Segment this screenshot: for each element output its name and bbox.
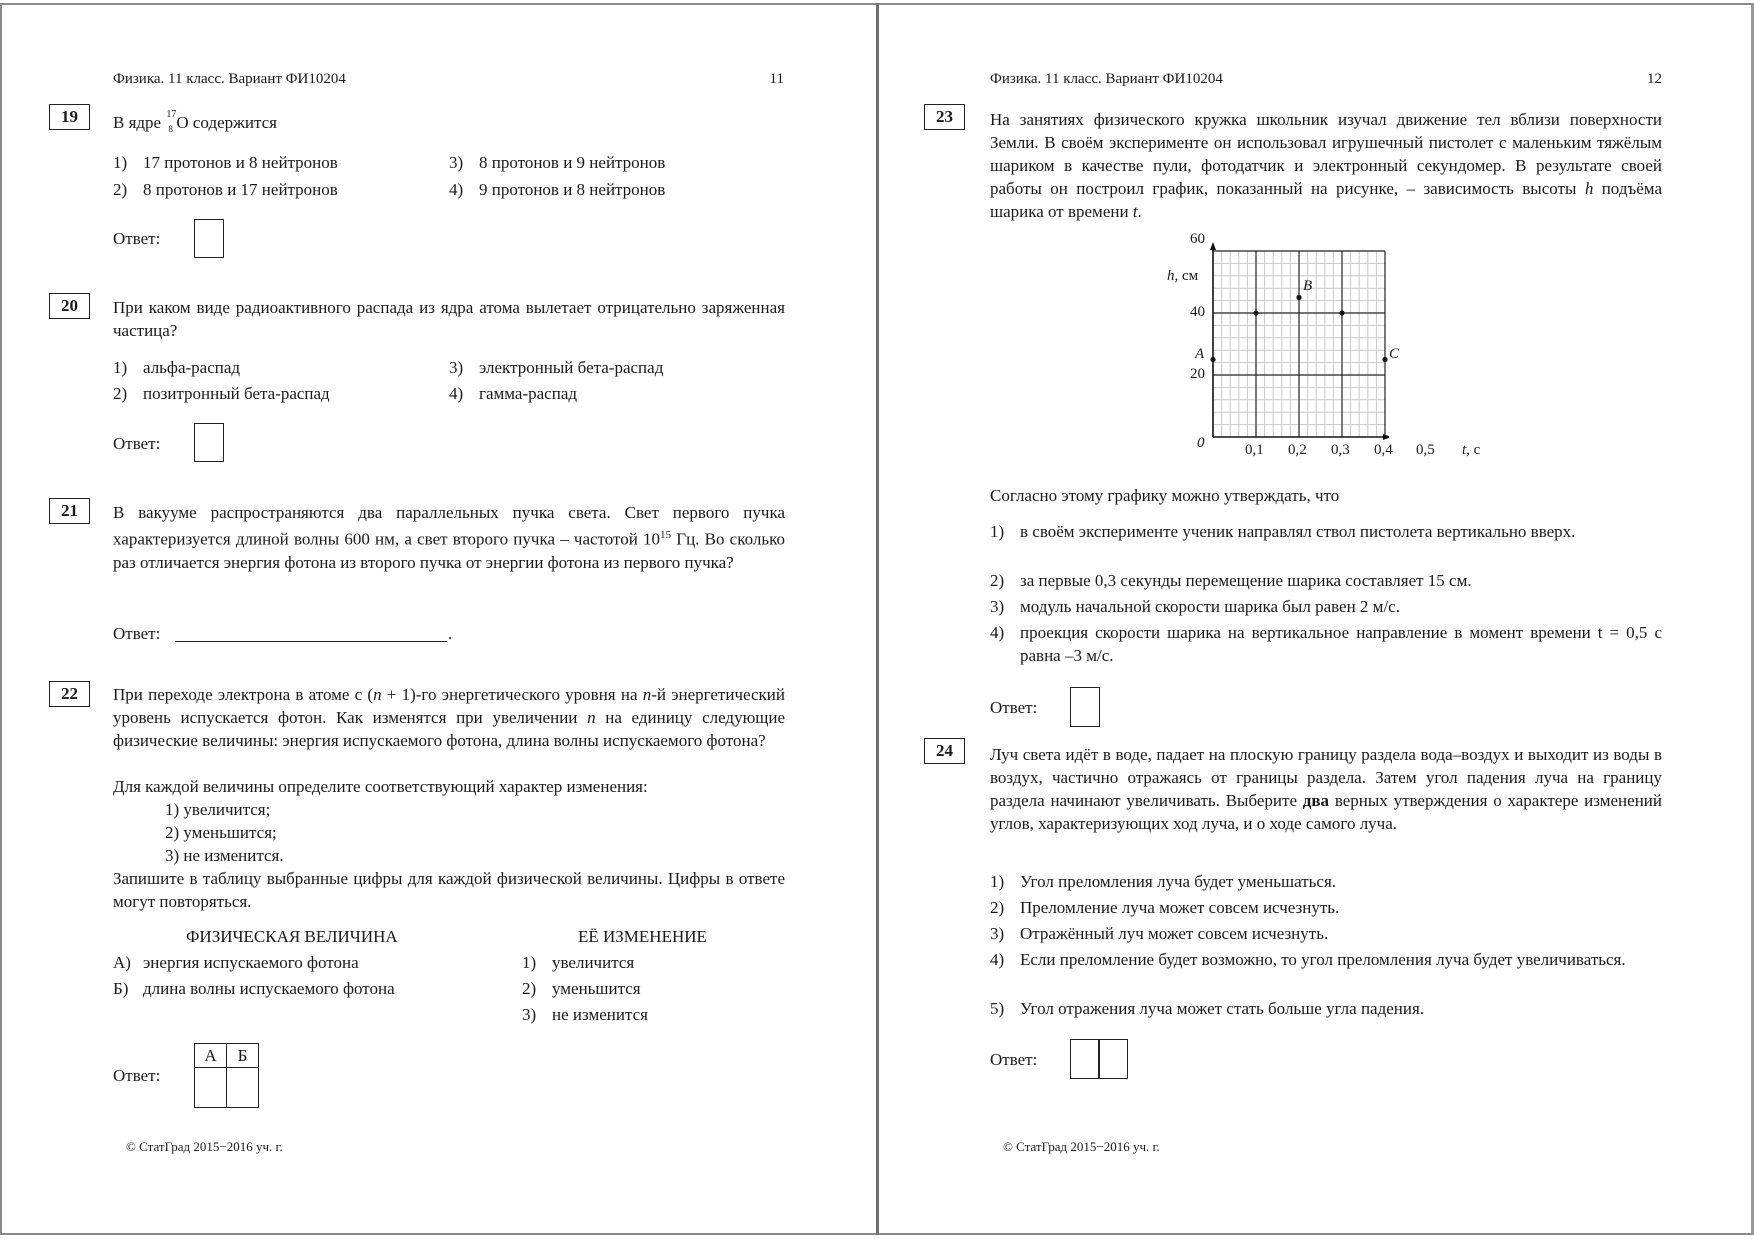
variable-h: h — [1584, 179, 1594, 198]
answer-cell-a[interactable] — [195, 1068, 227, 1108]
q20-option-1 — [113, 356, 240, 379]
q24-option-4 — [990, 948, 1662, 971]
option-number: 3) — [522, 1005, 537, 1024]
option-number: 2) — [990, 898, 1005, 917]
q22-answer-label: Ответ: — [113, 1066, 161, 1085]
q20-option-2 — [113, 382, 330, 405]
variable-n: n — [373, 685, 382, 704]
q22-change-option-2 — [522, 977, 641, 1000]
option-number: 2) — [113, 384, 128, 403]
option-number: 1) — [113, 153, 128, 172]
q24-option-1 — [990, 870, 1662, 893]
page-number: 11 — [769, 71, 784, 87]
q22-answer-table — [194, 1043, 259, 1108]
question-number-23: 23 — [924, 104, 965, 130]
q22-text-c: -й энергетический уровень испускается фотон. Как изменятся при увеличении — [113, 685, 785, 727]
option-text: за первые 0,3 секунды перемещение шарика составляет 15 см. — [1020, 571, 1472, 590]
q22-change-1: 1) увеличится; — [165, 800, 271, 819]
page-number: 12 — [1647, 71, 1662, 87]
point-label-a: A — [1195, 346, 1205, 362]
quantity-text: длина волны испускаемого фотона — [143, 979, 395, 998]
option-number: 4) — [990, 950, 1005, 969]
y-tick-60: 60 — [1190, 231, 1205, 247]
y-tick-40: 40 — [1190, 304, 1205, 320]
option-number: 3) — [449, 358, 464, 377]
answer-col-b-header: Б — [227, 1044, 259, 1068]
question-24-text — [990, 743, 1662, 835]
option-text: модуль начальной скорости шарика был равен 2 м/с. — [1020, 597, 1400, 616]
question-number-22: 22 — [49, 681, 90, 707]
q23-answer-box[interactable] — [1070, 687, 1100, 727]
q22-quantity-b — [113, 977, 395, 1000]
frequency-exponent: 15 — [660, 529, 672, 541]
element-symbol: O — [176, 113, 189, 132]
option-number: 3) — [990, 597, 1005, 616]
question-23-text — [990, 108, 1662, 223]
q22-text-d: на единицу следующие физические величины: энергия испускаемого фотона, длина волны испускаемого фотона? — [113, 708, 785, 750]
page-footer: © СтатГрад 2015−2016 уч. г. — [126, 1139, 283, 1154]
point-label-b: B — [1303, 278, 1313, 294]
q24-answer-box-1[interactable] — [1070, 1039, 1100, 1079]
x-tick-0-1: 0,1 — [1245, 442, 1264, 458]
height-time-graph — [1149, 231, 1400, 458]
option-number: 3) — [990, 924, 1005, 943]
q23-option-1 — [990, 520, 1662, 543]
question-19-text — [113, 111, 277, 134]
mass-number: 17 — [166, 109, 177, 120]
option-text: увеличится — [552, 953, 635, 972]
option-text: 8 протонов и 9 нейтронов — [479, 153, 666, 172]
q20-option-3 — [449, 356, 663, 379]
option-number: 4) — [449, 180, 464, 199]
q23-text-a: На занятиях физического кружка школьник изучал движение тел вблизи поверхности Земли. В своём эксперименте он использовал игрушечный пистолет с маленьким тяжёлым шариком в качестве пули, фотодатчик и электронный секундомер. В результате своей работы он построил график, показанный на рисунке, – зависимость высоты — [990, 110, 1662, 198]
point-label-c: C — [1389, 346, 1400, 362]
option-number: 1) — [522, 953, 537, 972]
x-tick-0-2: 0,2 — [1288, 442, 1307, 458]
option-text: 17 протонов и 8 нейтронов — [143, 153, 338, 172]
q20-option-4 — [449, 382, 577, 405]
option-number: 3) — [449, 153, 464, 172]
q19-option-4 — [449, 178, 665, 201]
q22-text-a: При переходе электрона в атоме с ( — [113, 685, 374, 704]
question-number-24: 24 — [924, 738, 965, 764]
q24-text-a: Луч света идёт в воде, падает на плоскую границу раздела вода–воздух и выходит из воды в воздух, частично отражаясь от границы раздела. Затем угол падения луча на границу раздела начинают увеличивать. Выберите — [990, 745, 1662, 810]
page-12 — [879, 0, 1754, 1239]
q21-answer-field[interactable] — [175, 641, 447, 642]
option-text: 9 протонов и 8 нейтронов — [479, 180, 666, 199]
q22-change-2: 2) уменьшится; — [165, 823, 277, 842]
option-text: не изменится — [552, 1005, 648, 1024]
option-text: проекция скорости шарика на вертикальное направление в момент времени t = 0,5 с равна –3 м/с. — [1020, 623, 1662, 665]
q19-option-1 — [113, 151, 338, 174]
page-11 — [0, 0, 876, 1239]
q22-text-b: + 1)-го энергетического уровня на — [381, 685, 643, 704]
question-21-text — [113, 501, 785, 574]
q23-option-2 — [990, 569, 1662, 592]
q19-prefix: В ядре — [113, 113, 162, 132]
x-axis-label: t, с — [1462, 442, 1481, 458]
option-text: Угол преломления луча будет уменьшаться. — [1020, 872, 1337, 891]
option-text: альфа-распад — [143, 358, 241, 377]
option-number: 1) — [990, 522, 1005, 541]
option-text: Преломление луча может совсем исчезнуть. — [1020, 898, 1340, 917]
option-number: 1) — [990, 872, 1005, 891]
q20-answer-box[interactable] — [194, 423, 224, 462]
atomic-number: 8 — [168, 124, 173, 134]
q22-change-option-3 — [522, 1003, 648, 1026]
option-number: 4) — [990, 623, 1005, 642]
q19-answer-label: Ответ: — [113, 229, 161, 248]
answer-cell-b[interactable] — [227, 1068, 259, 1108]
q23-text-c: . — [1137, 202, 1142, 221]
q19-suffix: содержится — [192, 113, 277, 132]
quantity-text: энергия испускаемого фотона — [143, 953, 359, 972]
q23-option-4 — [990, 621, 1662, 667]
q21-text-part-2: Гц. Во сколько раз отличается энергия фотона из второго пучка от энергии фотона из первого пучка? — [113, 529, 785, 572]
question-number-19: 19 — [49, 104, 90, 130]
q22-change-option-1 — [522, 951, 634, 974]
option-text: Отражённый луч может совсем исчезнуть. — [1020, 924, 1329, 943]
q19-option-2 — [113, 178, 338, 201]
q24-emphasis: два — [1302, 791, 1330, 810]
option-number: 4) — [449, 384, 464, 403]
q24-text-b: верных утверждения о характере изменений углов, характеризующих ход луча, и о ходе самого луча. — [990, 791, 1662, 833]
x-tick-0-3: 0,3 — [1331, 442, 1350, 458]
option-number: 2) — [113, 180, 128, 199]
variable-t: t — [1132, 202, 1138, 221]
q24-option-5 — [990, 997, 1662, 1020]
option-text: Если преломление будет возможно, то угол преломления луча будет увеличиваться. — [1020, 950, 1626, 969]
frequency-base: 10 — [643, 529, 661, 549]
option-number: 5) — [990, 999, 1005, 1018]
page-header-title: Физика. 11 класс. Вариант ФИ10204 — [990, 71, 1223, 87]
option-number: 1) — [113, 358, 128, 377]
y-tick-20: 20 — [1190, 366, 1205, 382]
question-number-21: 21 — [49, 498, 90, 524]
q23-answer-label: Ответ: — [990, 698, 1038, 717]
variable-n: n — [587, 708, 596, 727]
option-text: в своём эксперименте ученик направлял ствол пистолета вертикально вверх. — [1020, 522, 1576, 541]
q24-option-3 — [990, 922, 1662, 945]
question-number-20: 20 — [49, 293, 90, 319]
variable-n: n — [642, 685, 652, 704]
option-number: 2) — [522, 979, 537, 998]
q22-col-right-header: ЕЁ ИЗМЕНЕНИЕ — [578, 927, 707, 946]
quantity-letter: А) — [113, 953, 131, 972]
q21-answer-label: Ответ: — [113, 624, 161, 643]
q24-option-2 — [990, 896, 1662, 919]
y-tick-0: 0 — [1197, 435, 1205, 451]
page-header-title: Физика. 11 класс. Вариант ФИ10204 — [113, 71, 346, 87]
nuclide-notation — [165, 109, 177, 134]
q22-col-left-header: ФИЗИЧЕСКАЯ ВЕЛИЧИНА — [186, 927, 398, 946]
q20-answer-label: Ответ: — [113, 434, 161, 453]
option-text: позитронный бета-распад — [143, 384, 330, 403]
q23-lead: Согласно этому графику можно утверждать, что — [990, 486, 1340, 505]
q22-instruction: Для каждой величины определите соответствующий характер изменения: — [113, 777, 648, 796]
question-20-text: При каком виде радиоактивного распада из ядра атома вылетает отрицательно заряженная частица? — [113, 298, 785, 340]
quantity-letter: Б) — [113, 979, 129, 998]
q21-answer-tail: . — [448, 624, 453, 643]
q19-option-3 — [449, 151, 665, 174]
q23-option-3 — [990, 595, 1662, 618]
q24-answer-label: Ответ: — [990, 1050, 1038, 1069]
option-text: уменьшится — [552, 979, 641, 998]
q19-answer-box[interactable] — [194, 219, 224, 258]
answer-col-a-header: А — [195, 1044, 227, 1068]
y-axis-label: h, см — [1167, 268, 1199, 284]
page-footer: © СтатГрад 2015−2016 уч. г. — [1003, 1139, 1160, 1154]
option-text: Угол отражения луча может стать больше угла падения. — [1020, 999, 1425, 1018]
option-text: 8 протонов и 17 нейтронов — [143, 180, 338, 199]
option-text: гамма-распад — [479, 384, 578, 403]
question-22-text — [113, 683, 785, 752]
q21-text-part-1: В вакууме распространяются два параллельных пучка света. Свет первого пучка характеризуется длиной волны 600 нм, а свет второго пучка – частотой — [113, 503, 785, 549]
q22-write-instruction: Запишите в таблицу выбранные цифры для каждой физической величины. Цифры в ответе могут повторяться. — [113, 869, 785, 911]
x-tick-0-5: 0,5 — [1416, 442, 1435, 458]
q22-quantity-a — [113, 951, 359, 974]
x-tick-0-4: 0,4 — [1374, 442, 1393, 458]
q22-change-3: 3) не изменится. — [165, 846, 284, 865]
option-text: электронный бета-распад — [479, 358, 664, 377]
q23-text-b: подъёма шарика от времени — [990, 179, 1662, 221]
q24-answer-box-2[interactable] — [1098, 1039, 1128, 1079]
option-number: 2) — [990, 571, 1005, 590]
